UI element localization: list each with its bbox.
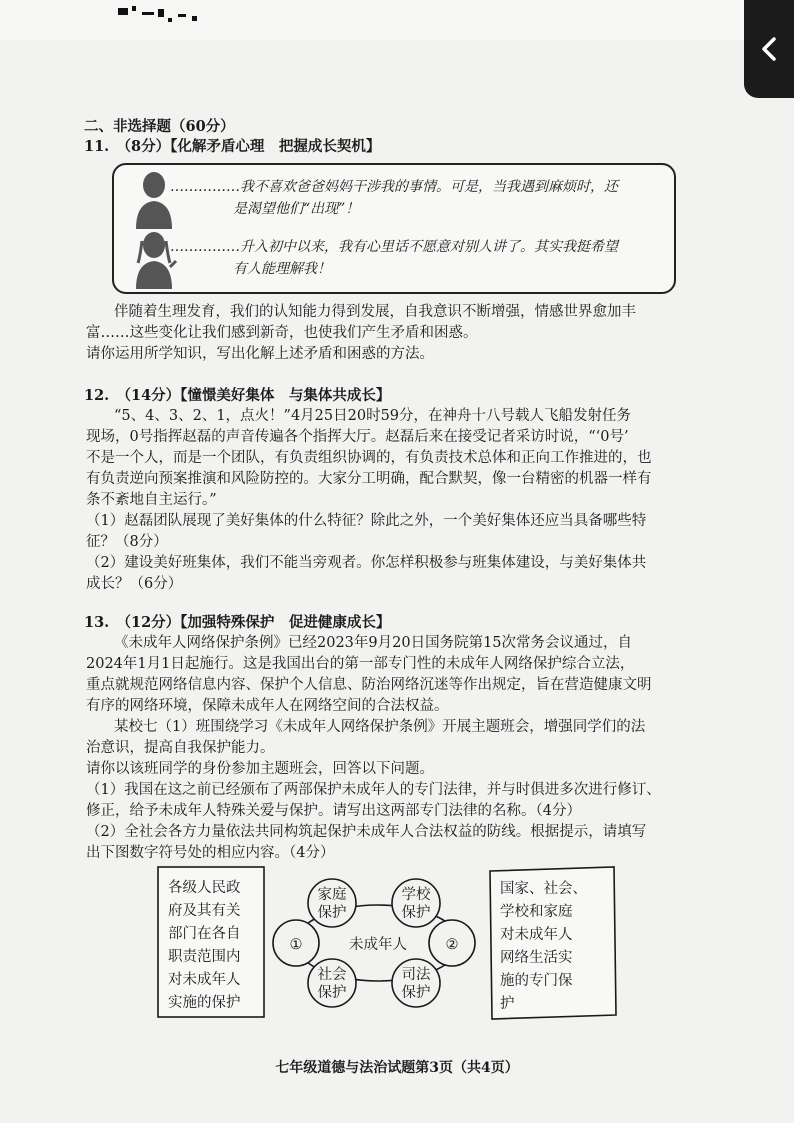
q13-sub2-line2: 出下图数字符号处的相应内容。（4分） bbox=[86, 845, 335, 861]
judicial-line2: 保护 bbox=[401, 985, 431, 1001]
q12-sub2-line1: （2）建设美好班集体，我们不能当旁观者。你怎样积极参与班集体建设，与美好集体共 bbox=[86, 555, 647, 571]
school-line1: 学校 bbox=[401, 887, 431, 903]
right-box-line3: 对未成年人 bbox=[500, 927, 573, 943]
speech2-line1: 升入初中以来，我有心里话不愿意对别人讲了。其实我挺希望 bbox=[240, 239, 618, 255]
family-line2: 保护 bbox=[317, 905, 347, 921]
q11-body-line2: 富……这些变化让我们感到新奇，也使我们产生矛盾和困惑。 bbox=[86, 325, 478, 341]
q12-body-line2: 现场，0号指挥赵磊的声音传遍各个指挥大厅。赵磊后来在接受记者采访时说，“‘0号’ bbox=[86, 429, 629, 445]
society-line1: 社会 bbox=[317, 967, 347, 983]
q13-body-line2: 2024年1月1日起施行。这是我国出台的第一部专门性的未成年人网络保护综合立法， bbox=[86, 656, 635, 672]
left-box-line2: 府及其有关 bbox=[168, 903, 241, 919]
right-box-line4: 网络生活实 bbox=[500, 950, 573, 966]
q12-sub2-line2: 成长？（6分） bbox=[86, 576, 183, 592]
right-box-line5: 施的专门保 bbox=[500, 973, 573, 989]
q11-header: 11. （8分）【化解矛盾心理 把握成长契机】 bbox=[84, 138, 381, 155]
q13-body2-line2: 治意识，提高自我保护能力。 bbox=[86, 740, 275, 756]
q12-body-line1: “5、4、3、2、1，点火！”4月25日20时59分，在神舟十八号载人飞船发射任务 bbox=[114, 408, 632, 424]
left-box-line3: 部门在各自 bbox=[168, 926, 241, 942]
num1-label: ① bbox=[289, 937, 303, 953]
num2-label: ② bbox=[445, 937, 459, 953]
right-box-line2: 学校和家庭 bbox=[500, 904, 573, 920]
family-line1: 家庭 bbox=[317, 887, 347, 903]
q13-prompt: 请你以该班同学的身份参加主题班会，回答以下问题。 bbox=[86, 761, 434, 777]
q12-header: 12. （14分）【憧憬美好集体 与集体共成长】 bbox=[84, 387, 391, 404]
q11-question: 请你运用所学知识，写出化解上述矛盾和困惑的方法。 bbox=[86, 346, 434, 362]
left-box-line5: 对未成年人 bbox=[168, 972, 241, 988]
q13-body-line1: 《未成年人网络保护条例》已经2023年9月20日国务院第15次常务会议通过，自 bbox=[114, 635, 633, 651]
speech1-line2: 是渴望他们“出现”！ bbox=[233, 201, 360, 217]
right-box-line6: 护 bbox=[500, 996, 515, 1012]
section-title: 二、非选择题（60分） bbox=[84, 118, 235, 135]
q13-sub2-line1: （2）全社会各方力量依法共同构筑起保护未成年人合法权益的防线。根据提示，请填写 bbox=[86, 824, 647, 840]
left-box-line1: 各级人民政 bbox=[168, 880, 241, 896]
q13-header: 13. （12分）【加强特殊保护 促进健康成长】 bbox=[84, 614, 391, 631]
q13-sub1-line2: 修正，给予未成年人特殊关爱与保护。请写出这两部专门法律的名称。（4分） bbox=[86, 803, 581, 819]
q13-body2-line1: 某校七（1）班围绕学习《未成年人网络保护条例》开展主题班会，增强同学们的法 bbox=[114, 719, 646, 735]
speech2-line2: 有人能理解我！ bbox=[233, 261, 331, 277]
q12-body-line3: 不是一个人，而是一个团队，有负责组织协调的，有负责技术总体和正向工作推进的，也 bbox=[86, 450, 652, 466]
left-box-line6: 实施的保护 bbox=[168, 995, 241, 1011]
page-footer: 七年级道德与法治试题第3页（共4页） bbox=[275, 1060, 519, 1076]
q12-sub1-line2: 征？（8分） bbox=[86, 534, 168, 550]
speech1-line1: 我不喜欢爸爸妈妈干涉我的事情。可是，当我遇到麻烦时，还 bbox=[240, 179, 618, 195]
q13-sub1-line1: （1）我国在这之前已经颁布了两部保护未成年人的专门法律，并与时俱进多次进行修订、 bbox=[86, 782, 661, 798]
top-bar bbox=[0, 0, 794, 40]
center-label: 未成年人 bbox=[349, 937, 407, 953]
q12-body-line5: 条不紊地自主运行。” bbox=[86, 492, 217, 508]
q13-body-line3: 重点就规范网络信息内容、保护个人信息、防治网络沉迷等作出规定，旨在营造健康文明 bbox=[86, 677, 652, 693]
society-line2: 保护 bbox=[317, 985, 347, 1001]
school-line2: 保护 bbox=[401, 905, 431, 921]
scan-marks bbox=[118, 6, 208, 28]
q11-body-line1: 伴随着生理发育，我们的认知能力得到发展，自我意识不断增强，情感世界愈加丰 bbox=[114, 304, 636, 320]
q12-body-line4: 有负责逆向预案推演和风险防控的。大家分工明确，配合默契，像一台精密的机器一样有 bbox=[86, 471, 652, 487]
left-box-line4: 职责范围内 bbox=[168, 949, 241, 965]
back-button[interactable] bbox=[744, 0, 794, 98]
speech-box: ……………我不喜欢爸爸妈妈干涉我的事情。可是，当我遇到麻烦时，还 是渴望他们“出现”！ ……………升入初中以来，我有心里话不愿意对别人讲了。其实我挺希望 有人能理解我！ bbox=[112, 163, 676, 294]
chevron-left-icon bbox=[759, 36, 779, 62]
q12-sub1-line1: （1）赵磊团队展现了美好集体的什么特征？除此之外，一个美好集体还应当具备哪些特 bbox=[86, 513, 647, 529]
right-box-line1: 国家、社会、 bbox=[500, 881, 587, 897]
judicial-line1: 司法 bbox=[401, 967, 431, 983]
q13-body-line4: 有序的网络环境，保障未成年人在网络空间的合法权益。 bbox=[86, 698, 449, 714]
protection-diagram bbox=[156, 865, 620, 1020]
